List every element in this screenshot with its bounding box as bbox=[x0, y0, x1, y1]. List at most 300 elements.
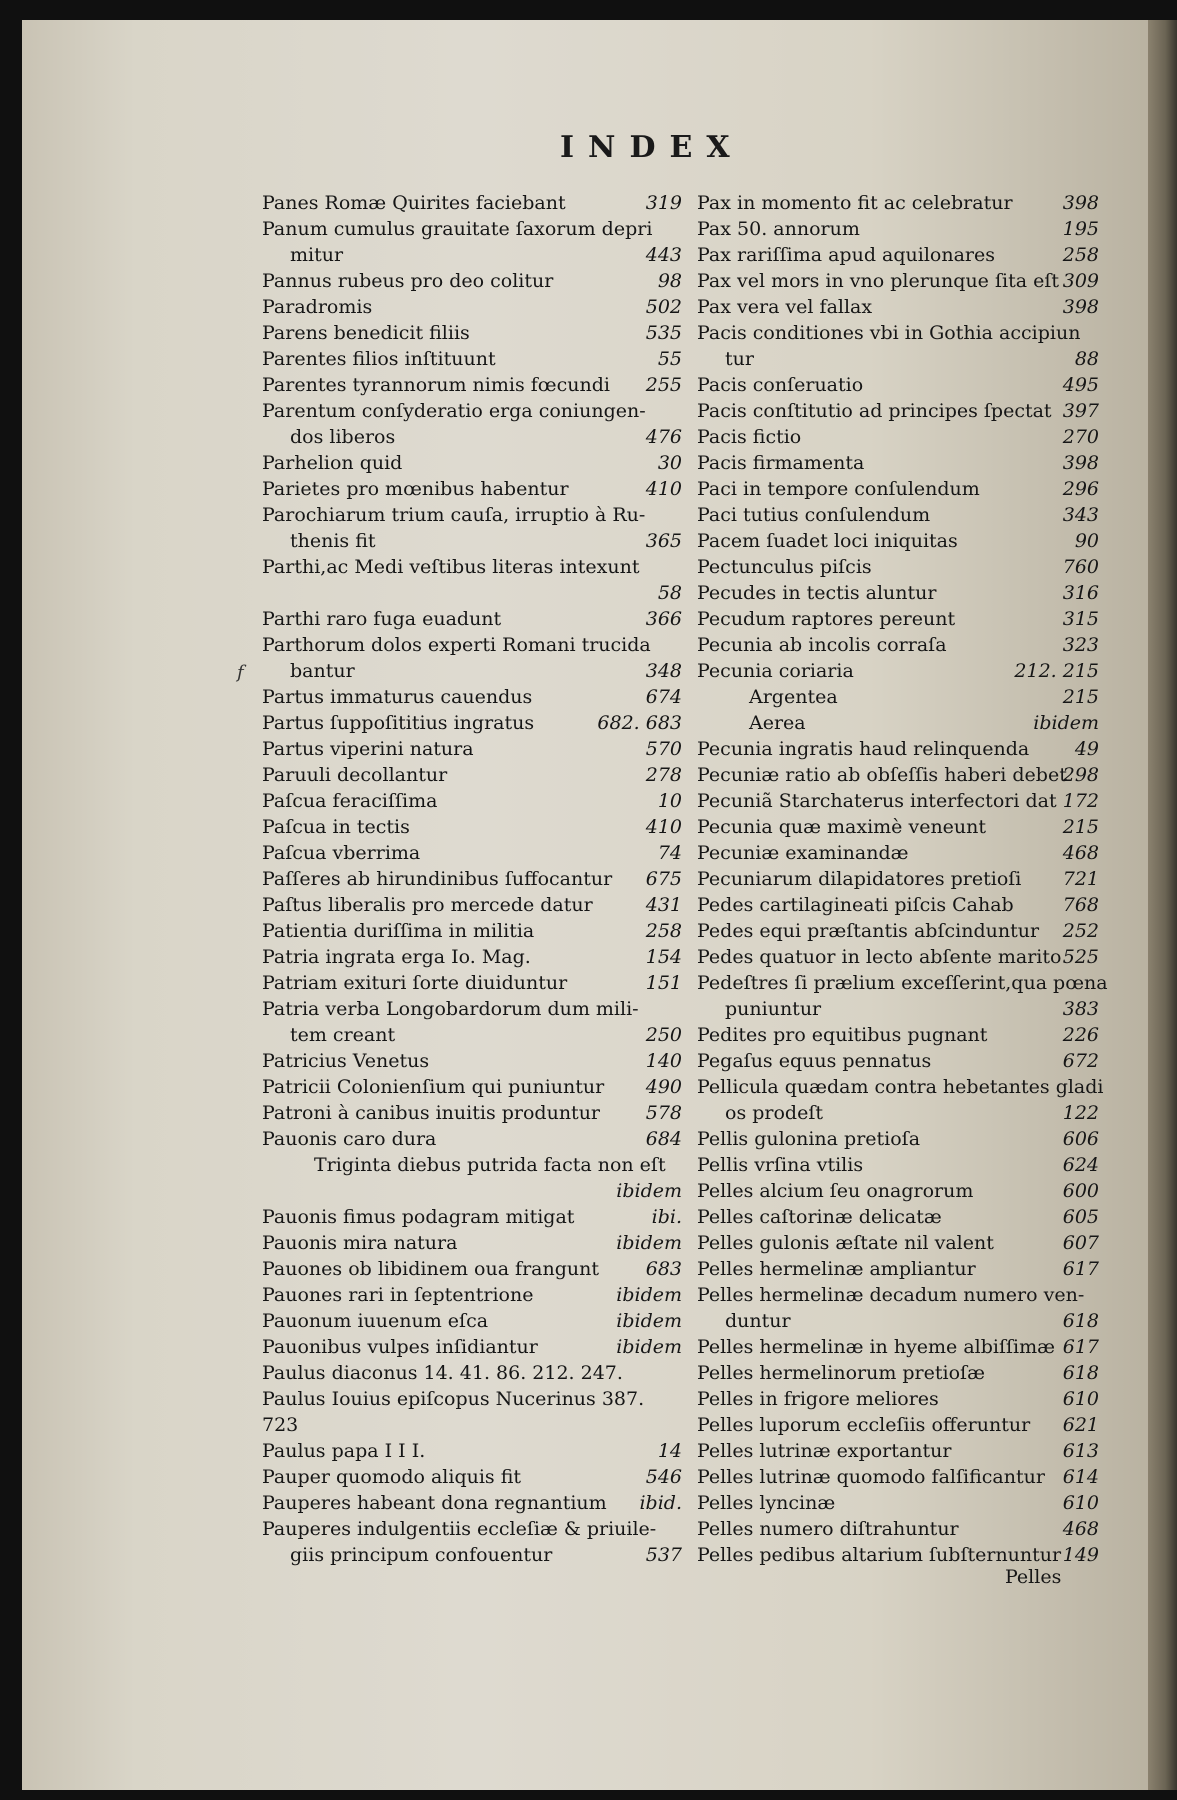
index-entry bbox=[697, 346, 1099, 372]
entry-text: Panum cumulus grauitate ſaxorum depri bbox=[262, 218, 653, 240]
entry-page: 476 bbox=[645, 426, 682, 448]
entry-page: 495 bbox=[1062, 374, 1099, 396]
entry-page: 578 bbox=[645, 1102, 682, 1124]
index-entry bbox=[262, 1256, 682, 1282]
entry-page: 172 bbox=[1062, 790, 1099, 812]
entry-page: 398 bbox=[1062, 452, 1099, 474]
index-entry bbox=[262, 814, 682, 840]
index-entry bbox=[697, 710, 1099, 736]
entry-page: 343 bbox=[1062, 504, 1099, 526]
entry-text: Parochiarum trium cauſa, irruptio à Ru- bbox=[262, 504, 646, 526]
index-entry bbox=[697, 814, 1099, 840]
entry-page: 250 bbox=[645, 1024, 682, 1046]
index-entry bbox=[697, 1100, 1099, 1126]
page-title: INDEX bbox=[560, 130, 744, 165]
entry-page: 49 bbox=[1074, 738, 1099, 760]
entry-text: Patriam exituri ſorte diuiduntur bbox=[262, 972, 568, 994]
entry-page: 468 bbox=[1062, 842, 1099, 864]
entry-page: 298 bbox=[1062, 764, 1099, 786]
index-entry bbox=[697, 1048, 1099, 1074]
index-entry bbox=[262, 996, 682, 1022]
entry-page: 55 bbox=[657, 348, 682, 370]
entry-page: 410 bbox=[645, 478, 682, 500]
index-entry bbox=[262, 892, 682, 918]
entry-text: Pauonum iuuenum eſca bbox=[262, 1310, 489, 1332]
entry-page: 88 bbox=[1074, 348, 1099, 370]
entry-text: Pauperes indulgentiis eccleſiæ & priuile- bbox=[262, 1518, 657, 1540]
entry-text: Parens benedicit filiis bbox=[262, 322, 470, 344]
index-entry bbox=[262, 1204, 682, 1230]
index-entry bbox=[262, 1334, 682, 1360]
index-entry bbox=[262, 190, 682, 216]
index-entry bbox=[697, 1022, 1099, 1048]
entry-text: tem creant bbox=[290, 1024, 396, 1046]
entry-page: 365 bbox=[645, 530, 682, 552]
entry-text: os prodeſt bbox=[725, 1102, 823, 1124]
entry-text: Parentum conſyderatio erga coniungen- bbox=[262, 400, 646, 422]
index-entry bbox=[697, 918, 1099, 944]
index-entry bbox=[697, 450, 1099, 476]
entry-text: Pax vera vel fallax bbox=[697, 296, 873, 318]
entry-page: ibid. bbox=[639, 1492, 682, 1514]
index-entry bbox=[697, 1542, 1099, 1568]
entry-page: 226 bbox=[1062, 1024, 1099, 1046]
entry-page: 674 bbox=[645, 686, 682, 708]
index-entry bbox=[697, 294, 1099, 320]
entry-page: 258 bbox=[1062, 244, 1099, 266]
entry-page: 768 bbox=[1062, 894, 1099, 916]
index-entry bbox=[262, 1048, 682, 1074]
index-entry bbox=[697, 268, 1099, 294]
index-entry bbox=[262, 1152, 682, 1178]
entry-text: Patria ingrata erga Io. Mag. bbox=[262, 946, 531, 968]
entry-page: 398 bbox=[1062, 296, 1099, 318]
entry-text: Patria verba Longobardorum dum mili- bbox=[262, 998, 639, 1020]
entry-text: dos liberos bbox=[290, 426, 396, 448]
entry-page: 258 bbox=[645, 920, 682, 942]
index-entry bbox=[697, 1204, 1099, 1230]
entry-text: Pacis firmamenta bbox=[697, 452, 865, 474]
entry-text: Patroni à canibus inuitis produntur bbox=[262, 1102, 601, 1124]
entry-text: Pelles hermelinorum pretioſæ bbox=[697, 1362, 985, 1384]
entry-page: 383 bbox=[1062, 998, 1099, 1020]
entry-text: Paulus papa I I I. bbox=[262, 1440, 426, 1462]
entry-text: Pelles numero diſtrahuntur bbox=[697, 1518, 959, 1540]
index-entry bbox=[262, 762, 682, 788]
entry-text: Pedeſtres ſi prælium exceſſerint,qua pœna bbox=[697, 972, 1108, 994]
index-entry bbox=[697, 1464, 1099, 1490]
index-entry bbox=[697, 866, 1099, 892]
index-entry bbox=[262, 476, 682, 502]
index-entry bbox=[262, 294, 682, 320]
index-entry bbox=[262, 840, 682, 866]
entry-text: Pedes equi præſtantis abſcinduntur bbox=[697, 920, 1040, 942]
entry-text: Pauonis caro dura bbox=[262, 1128, 437, 1150]
entry-text: Pax 50. annorum bbox=[697, 218, 860, 240]
index-entry bbox=[697, 528, 1099, 554]
entry-text: Pelles lutrinæ quomodo falſificantur bbox=[697, 1466, 1045, 1488]
index-entry bbox=[262, 1516, 682, 1542]
entry-text: Pelles in frigore meliores bbox=[697, 1388, 939, 1410]
index-entry bbox=[697, 372, 1099, 398]
entry-text: Aerea bbox=[749, 712, 806, 734]
entry-text: Pelles hermelinæ decadum numero ven- bbox=[697, 1284, 1085, 1306]
entry-text: Pacis fictio bbox=[697, 426, 802, 448]
entry-page: 140 bbox=[645, 1050, 682, 1072]
entry-page: 613 bbox=[1062, 1440, 1099, 1462]
entry-text: Pauonis fimus podagram mitigat bbox=[262, 1206, 575, 1228]
index-entry bbox=[262, 918, 682, 944]
entry-page: 296 bbox=[1062, 478, 1099, 500]
index-entry bbox=[262, 346, 682, 372]
entry-page: 537 bbox=[645, 1544, 682, 1566]
entry-text: Pecuniã Starchaterus interfectori dat bbox=[697, 790, 1057, 812]
entry-text: Pellis gulonina pretioſa bbox=[697, 1128, 921, 1150]
entry-page: 14 bbox=[657, 1440, 682, 1462]
index-entry bbox=[262, 1074, 682, 1100]
entry-text: Pauperes habeant dona regnantium bbox=[262, 1492, 607, 1514]
index-entry bbox=[262, 970, 682, 996]
entry-page: 600 bbox=[1062, 1180, 1099, 1202]
entry-text: Pecunia ab incolis corraſa bbox=[697, 634, 947, 656]
entry-text: tur bbox=[725, 348, 754, 370]
entry-text: Parentes filios inſtituunt bbox=[262, 348, 496, 370]
entry-text: Pedes quatuor in lecto abſente marito bbox=[697, 946, 1062, 968]
entry-page: 468 bbox=[1062, 1518, 1099, 1540]
entry-page: 617 bbox=[1062, 1258, 1099, 1280]
index-entry bbox=[697, 1360, 1099, 1386]
index-entry bbox=[697, 996, 1099, 1022]
entry-page: 614 bbox=[1062, 1466, 1099, 1488]
entry-text: Partus ſuppoſititius ingratus bbox=[262, 712, 535, 734]
entry-text: Panes Romæ Quirites faciebant bbox=[262, 192, 566, 214]
entry-page: 721 bbox=[1062, 868, 1099, 890]
index-entry bbox=[262, 606, 682, 632]
index-entry bbox=[262, 658, 682, 684]
entry-text: Pelles luporum eccleſiis offeruntur bbox=[697, 1414, 1031, 1436]
index-entry bbox=[262, 866, 682, 892]
entry-page: 323 bbox=[1062, 634, 1099, 656]
entry-page: 309 bbox=[1062, 270, 1099, 292]
index-entry bbox=[697, 632, 1099, 658]
index-entry bbox=[697, 424, 1099, 450]
entry-page: 525 bbox=[1062, 946, 1099, 968]
index-entry bbox=[697, 320, 1099, 346]
entry-page: 621 bbox=[1062, 1414, 1099, 1436]
entry-text: Pelles lutrinæ exportantur bbox=[697, 1440, 952, 1462]
index-entry bbox=[262, 1412, 682, 1438]
entry-text: Pelles lyncinæ bbox=[697, 1492, 836, 1514]
entry-page: 366 bbox=[645, 608, 682, 630]
index-entry bbox=[697, 684, 1099, 710]
entry-text: Pelles caſtorinæ delicatæ bbox=[697, 1206, 942, 1228]
entry-page: ibidem bbox=[616, 1232, 682, 1254]
entry-page: 270 bbox=[1062, 426, 1099, 448]
entry-text: Pax in momento fit ac celebratur bbox=[697, 192, 1013, 214]
entry-text: Triginta diebus putrida facta non eſt bbox=[314, 1154, 666, 1176]
entry-text: Paſſeres ab hirundinibus ſuffocantur bbox=[262, 868, 613, 890]
entry-text: Paſcua feraciſſima bbox=[262, 790, 438, 812]
entry-page: ibi. bbox=[651, 1206, 682, 1228]
entry-page: 98 bbox=[657, 270, 682, 292]
entry-text: Argentea bbox=[749, 686, 838, 708]
entry-text: mitur bbox=[290, 244, 344, 266]
entry-text: Partus immaturus cauendus bbox=[262, 686, 533, 708]
entry-text: Patricii Colonienſium qui puniuntur bbox=[262, 1076, 605, 1098]
entry-text: Paulus Iouius epiſcopus Nucerinus 387. bbox=[262, 1388, 645, 1410]
index-entry bbox=[697, 1178, 1099, 1204]
entry-text: Parthorum dolos experti Romani trucida bbox=[262, 634, 651, 656]
entry-text: Pedites pro equitibus pugnant bbox=[697, 1024, 988, 1046]
entry-text: Pecudum raptores pereunt bbox=[697, 608, 956, 630]
entry-page: 431 bbox=[645, 894, 682, 916]
index-entry bbox=[697, 970, 1108, 996]
entry-page: 398 bbox=[1062, 192, 1099, 214]
index-entry bbox=[262, 632, 682, 658]
index-entry bbox=[262, 528, 682, 554]
entry-page: 546 bbox=[645, 1466, 682, 1488]
entry-page: ibidem bbox=[616, 1180, 682, 1202]
entry-text: Pelles pedibus altarium ſubſternuntur bbox=[697, 1544, 1062, 1566]
index-entry bbox=[697, 1438, 1099, 1464]
index-entry bbox=[262, 1178, 682, 1204]
entry-text: Pelles hermelinæ in hyeme albiſſimæ bbox=[697, 1336, 1056, 1358]
entry-page: 410 bbox=[645, 816, 682, 838]
entry-text: Pannus rubeus pro deo colitur bbox=[262, 270, 554, 292]
entry-page: 610 bbox=[1062, 1388, 1099, 1410]
index-entry bbox=[697, 190, 1099, 216]
entry-text: Pacis conſtitutio ad principes ſpectat bbox=[697, 400, 1052, 422]
entry-text: Pelles gulonis æſtate nil valent bbox=[697, 1232, 994, 1254]
entry-text: Pacis conſeruatio bbox=[697, 374, 864, 396]
index-entry bbox=[697, 788, 1099, 814]
entry-page: 610 bbox=[1062, 1492, 1099, 1514]
entry-page: 624 bbox=[1062, 1154, 1099, 1176]
index-entry bbox=[262, 424, 682, 450]
page-edge bbox=[1148, 20, 1177, 1790]
index-entry bbox=[697, 554, 1099, 580]
index-entry bbox=[697, 762, 1099, 788]
entry-text: Pecunia coriaria bbox=[697, 660, 854, 682]
index-entry bbox=[262, 242, 682, 268]
index-entry bbox=[697, 242, 1099, 268]
entry-page: 605 bbox=[1062, 1206, 1099, 1228]
entry-page: ibidem bbox=[616, 1284, 682, 1306]
entry-text: Parhelion quid bbox=[262, 452, 403, 474]
index-entry bbox=[262, 1386, 682, 1412]
index-entry bbox=[262, 320, 682, 346]
index-entry bbox=[697, 1230, 1099, 1256]
index-entry bbox=[697, 1256, 1099, 1282]
entry-page: 30 bbox=[657, 452, 682, 474]
entry-text: Paſtus liberalis pro mercede datur bbox=[262, 894, 593, 916]
entry-text: Paruuli decollantur bbox=[262, 764, 448, 786]
index-column-right bbox=[697, 190, 1108, 1568]
entry-page: ibidem bbox=[616, 1336, 682, 1358]
index-entry bbox=[697, 1516, 1099, 1542]
index-entry bbox=[262, 944, 682, 970]
entry-page: 255 bbox=[645, 374, 682, 396]
entry-text: Paci tutius conſulendum bbox=[697, 504, 931, 526]
entry-page: ibidem bbox=[1033, 712, 1099, 734]
entry-text: Pax vel mors in vno plerunque ſita eſt bbox=[697, 270, 1059, 292]
entry-text: Pauper quomodo aliquis fit bbox=[262, 1466, 522, 1488]
entry-text: Pellis vrſina vtilis bbox=[697, 1154, 864, 1176]
entry-text: Patientia duriſſima in militia bbox=[262, 920, 535, 942]
entry-text: Pecunia ingratis haud relinquenda bbox=[697, 738, 1030, 760]
entry-page: 90 bbox=[1074, 530, 1099, 552]
entry-page: 672 bbox=[1062, 1050, 1099, 1072]
entry-page: ibidem bbox=[616, 1310, 682, 1332]
entry-page: 212. 215 bbox=[1014, 660, 1099, 682]
entry-page: 151 bbox=[645, 972, 682, 994]
entry-text: Pectunculus piſcis bbox=[697, 556, 872, 578]
entry-text: Pax rariſſima apud aquilonares bbox=[697, 244, 995, 266]
index-entry bbox=[262, 554, 682, 580]
index-entry bbox=[697, 944, 1099, 970]
index-entry bbox=[697, 892, 1099, 918]
entry-text: Pellicula quædam contra hebetantes gladi bbox=[697, 1076, 1104, 1098]
margin-mark: f bbox=[237, 662, 244, 683]
entry-text: Pauones rari in ſeptentrione bbox=[262, 1284, 534, 1306]
entry-text: Pecudes in tectis aluntur bbox=[697, 582, 937, 604]
index-entry bbox=[262, 1490, 682, 1516]
index-entry bbox=[262, 1360, 682, 1386]
index-entry bbox=[262, 398, 682, 424]
entry-page: 607 bbox=[1062, 1232, 1099, 1254]
entry-text: Pelles hermelinæ ampliantur bbox=[697, 1258, 976, 1280]
index-entry bbox=[697, 1152, 1099, 1178]
entry-text: Paſcua vberrima bbox=[262, 842, 421, 864]
index-entry bbox=[262, 450, 682, 476]
entry-page: 443 bbox=[645, 244, 682, 266]
entry-text: Pecuniarum dilapidatores pretioſi bbox=[697, 868, 1022, 890]
entry-page: 348 bbox=[645, 660, 682, 682]
entry-text: Pedes cartilagineati piſcis Cahab bbox=[697, 894, 1014, 916]
entry-page: 319 bbox=[645, 192, 682, 214]
entry-text: Pauones ob libidinem oua frangunt bbox=[262, 1258, 600, 1280]
entry-page: 606 bbox=[1062, 1128, 1099, 1150]
index-entry bbox=[262, 502, 682, 528]
index-entry bbox=[262, 788, 682, 814]
entry-text: Paradromis bbox=[262, 296, 373, 318]
entry-text: bantur bbox=[290, 660, 355, 682]
entry-page: 618 bbox=[1062, 1362, 1099, 1384]
entry-page: 682. 683 bbox=[597, 712, 682, 734]
index-entry bbox=[697, 1490, 1099, 1516]
entry-text: Pacem ſuadet loci iniquitas bbox=[697, 530, 958, 552]
index-entry bbox=[697, 1386, 1099, 1412]
entry-page: 195 bbox=[1062, 218, 1099, 240]
index-entry bbox=[262, 1126, 682, 1152]
index-entry bbox=[697, 1282, 1099, 1308]
index-entry bbox=[262, 1308, 682, 1334]
entry-text: Paci in tempore conſulendum bbox=[697, 478, 980, 500]
entry-text: Pauonis mira natura bbox=[262, 1232, 458, 1254]
index-entry bbox=[262, 710, 682, 736]
entry-text: puniuntur bbox=[725, 998, 822, 1020]
entry-page: 684 bbox=[645, 1128, 682, 1150]
index-entry bbox=[262, 1022, 682, 1048]
index-entry bbox=[697, 606, 1099, 632]
entry-page: 149 bbox=[1062, 1544, 1099, 1566]
entry-page: 215 bbox=[1062, 686, 1099, 708]
index-column-left bbox=[262, 190, 682, 1568]
entry-text: thenis fit bbox=[290, 530, 376, 552]
entry-page: 535 bbox=[645, 322, 682, 344]
index-entry bbox=[262, 684, 682, 710]
entry-page: 215 bbox=[1062, 816, 1099, 838]
entry-page: 58 bbox=[657, 582, 682, 604]
entry-page: 252 bbox=[1062, 920, 1099, 942]
entry-text: Pauonibus vulpes inſidiantur bbox=[262, 1336, 538, 1358]
entry-text: Pecuniæ ratio ab obſeſſis haberi debet bbox=[697, 764, 1067, 786]
index-entry bbox=[262, 1542, 682, 1568]
entry-page: 397 bbox=[1062, 400, 1099, 422]
entry-text: Pegaſus equus pennatus bbox=[697, 1050, 932, 1072]
entry-page: 618 bbox=[1062, 1310, 1099, 1332]
index-entry bbox=[262, 580, 682, 606]
index-entry bbox=[697, 216, 1099, 242]
entry-page: 675 bbox=[645, 868, 682, 890]
index-entry bbox=[262, 216, 682, 242]
index-entry bbox=[697, 476, 1099, 502]
entry-text: duntur bbox=[725, 1310, 791, 1332]
entry-text: Parentes tyrannorum nimis fœcundi bbox=[262, 374, 610, 396]
catchword: Pelles bbox=[1005, 1566, 1062, 1588]
index-entry bbox=[697, 1412, 1099, 1438]
entry-page: 760 bbox=[1062, 556, 1099, 578]
index-entry bbox=[697, 502, 1099, 528]
entry-text: Patricius Venetus bbox=[262, 1050, 430, 1072]
entry-page: 315 bbox=[1062, 608, 1099, 630]
entry-text: Parthi raro fuga euadunt bbox=[262, 608, 502, 630]
entry-text: Paſcua in tectis bbox=[262, 816, 410, 838]
entry-page: 490 bbox=[645, 1076, 682, 1098]
entry-page: 122 bbox=[1062, 1102, 1099, 1124]
entry-page: 316 bbox=[1062, 582, 1099, 604]
entry-page: 617 bbox=[1062, 1336, 1099, 1358]
index-entry bbox=[262, 1282, 682, 1308]
index-entry bbox=[697, 1074, 1104, 1100]
entry-page: 10 bbox=[657, 790, 682, 812]
index-entry bbox=[262, 1464, 682, 1490]
index-entry bbox=[697, 658, 1099, 684]
entry-text: Paulus diaconus 14. 41. 86. 212. 247. bbox=[262, 1362, 623, 1384]
entry-text: Parthi,ac Medi veſtibus literas intexunt bbox=[262, 556, 640, 578]
entry-text: Partus viperini natura bbox=[262, 738, 474, 760]
entry-page: 502 bbox=[645, 296, 682, 318]
index-entry bbox=[697, 1308, 1099, 1334]
index-entry bbox=[697, 1126, 1099, 1152]
index-entry bbox=[697, 398, 1099, 424]
index-entry bbox=[697, 580, 1099, 606]
index-entry bbox=[697, 1334, 1099, 1360]
entry-text: giis principum confouentur bbox=[290, 1544, 553, 1566]
entry-text: Pacis conditiones vbi in Gothia accipiun bbox=[697, 322, 1081, 344]
entry-page: 278 bbox=[645, 764, 682, 786]
index-entry bbox=[697, 736, 1099, 762]
entry-page: 683 bbox=[645, 1258, 682, 1280]
index-entry bbox=[262, 372, 682, 398]
index-entry bbox=[262, 1438, 682, 1464]
entry-page: 570 bbox=[645, 738, 682, 760]
index-entry bbox=[262, 736, 682, 762]
entry-text: Pecunia quæ maximè veneunt bbox=[697, 816, 987, 838]
entry-text: Pecuniæ examinandæ bbox=[697, 842, 909, 864]
entry-text: Parietes pro mœnibus habentur bbox=[262, 478, 569, 500]
index-entry bbox=[262, 268, 682, 294]
